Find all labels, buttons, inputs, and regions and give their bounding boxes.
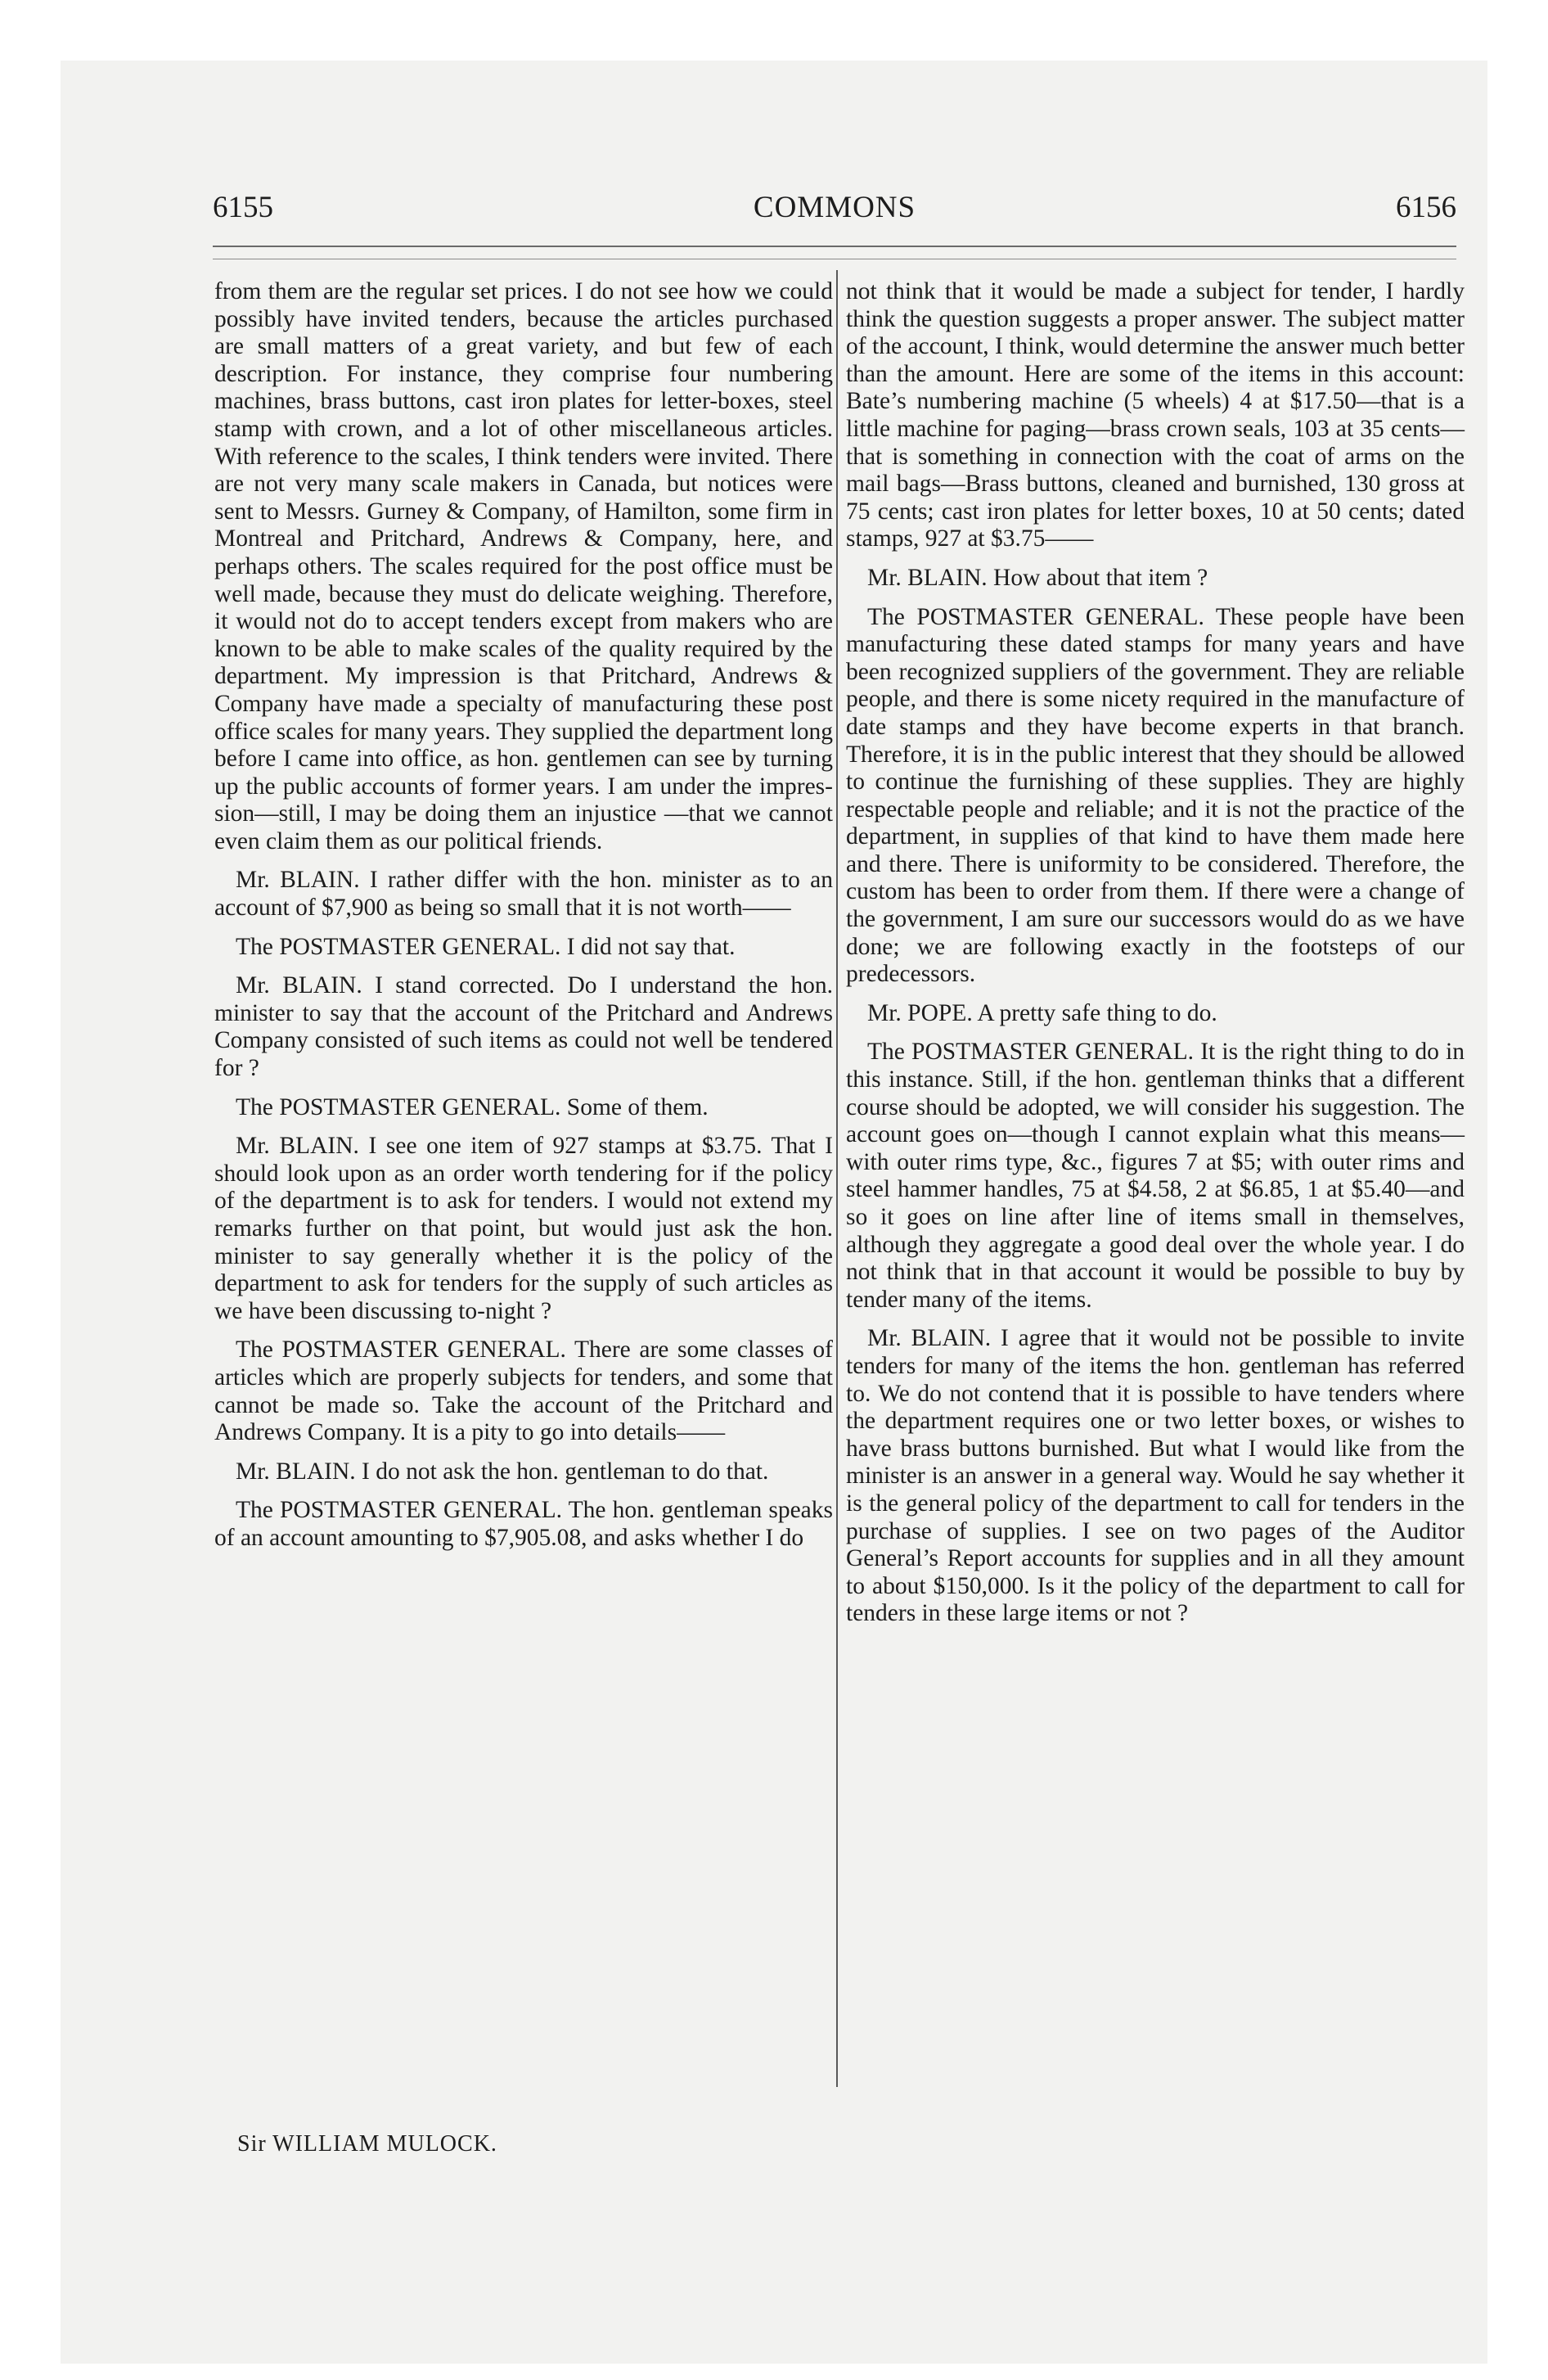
paragraph: The POSTMASTER GENERAL. There are some classes of articles which are properly subjects for tenders, and some that cannot be made so. Take the account of the Pritchard and Andrews Company. It is a pity to go into details—— — [214, 1336, 833, 1446]
paragraph: from them are the regular set prices. I do not see how we could possibly have invited tenders, because the articles purchased are small matters of a great variety, and but few of each description. For instance, they comprise four numbering machines, brass buttons, cast iron plates for letter-boxes, steel stamp with crown, and a lot of other miscellaneous articles. With reference to the scales, I think tenders were invited. There are not very many scale makers in Canada, but notices were sent to Messrs. Gurney & Company, of Hamilton, some firm in Montreal and Pritchard, Andrews & Company, here, and perhaps others. The scales required for the post office must be well made, because they must do delicate weighing. Therefore, it would not do to accept tenders except from makers who are known to be able to make scales of the quality required by the department. My impression is that Pritchard, Andrews & Company have made a specialty of manufacturing these post office scales for many years. They supplied the department long before I came into office, as hon. gentlemen can see by turning up the public accounts of former years. I am under the impression—still, I may be doing them an injustice —that we cannot even claim them as our political friends. — [214, 278, 833, 854]
right-column — [846, 278, 1465, 1639]
page-number-left: 6155 — [213, 191, 273, 224]
column-divider — [836, 270, 838, 2087]
paragraph: Mr. BLAIN. How about that item ? — [867, 564, 1208, 591]
paragraph: not think that it would be made a subject for tender, I hardly think the question suggests a proper answer. The subject matter of the account, I think, would determine the answer much better than the amount. Here are some of the items in this account: Bate’s numbering machine (5 wheels) 4 at $17.50—that is a little machine for paging—brass crown seals, 103 at 35 cents—that is something in connection with the coat of arms on the mail bags—Brass buttons, cleaned and burnished, 130 gross at 75 cents; cast iron plates for letter boxes, 10 at 50 cents; dated stamps, 927 at $3.75—— — [846, 278, 1465, 552]
page-footer-signature: Sir WILLIAM MULOCK. — [237, 2131, 497, 2157]
paragraph: Mr. BLAIN. I agree that it would not be possible to invite tenders for many of the items the hon. gentleman has referred to. We do not contend that it is possible to have tenders where the department requires one or two letter boxes, or wishes to have brass buttons burnished. But what I would like from the minister is an answer in a general way. Would he say whether it is the general policy of the department to call for tenders in the purchase of supplies. I see on two pages of the Auditor General’s Report accounts for supplies and in all they amount to about $150,000. Is it the policy of the department to call for tenders in these large items or not ? — [846, 1325, 1465, 1627]
paragraph: Mr. BLAIN. I rather differ with the hon. minister as to an account of $7,900 as being so small that it is not worth—— — [214, 867, 833, 922]
paragraph: The POSTMASTER GENERAL. Some of them. — [236, 1093, 709, 1120]
paragraph: The POSTMASTER GENERAL. These people have been manufacturing these dated stamps for many years and have been recognized suppliers of the government. They are reliable people, and there is some nicety required in the manufacture of date stamps and they have become experts in that branch. Therefore, it is in the public interest that they should be allowed to continue the furnishing of these supplies. They are highly respectable people and reliable; and it is not the practice of the department, in supplies of that kind to have them made here and there. There is uniformity to be considered. Therefore, the custom has been to order from them. If there were a change of the government, I am sure our successors would do as we have done; we are following exactly in the footsteps of our predecessors. — [846, 603, 1465, 988]
paragraph: The POSTMASTER GENERAL. I did not say that. — [236, 933, 736, 960]
header-rule — [213, 246, 1456, 247]
page-title: COMMONS — [753, 191, 916, 224]
paragraph: The POSTMASTER GENERAL. It is the right thing to do in this instance. Still, if the hon. gentleman thinks that a different course should be adopted, we will consider his suggestion. The account goes on—though I cannot explain what this means—with outer rims type, &c., figures 7 at $5; with outer rims and steel hammer handles, 75 at $4.58, 2 at $6.85, 1 at $5.40—and so it goes on line after line of items small in themselves, although they aggregate a good deal over the whole year. I do not think that in that account it would be possible to buy by tender many of the items. — [846, 1039, 1465, 1313]
paragraph: Mr. BLAIN. I do not ask the hon. gentleman to do that. — [236, 1458, 769, 1485]
page-header — [213, 190, 1456, 239]
paragraph: Mr. POPE. A pretty safe thing to do. — [867, 999, 1217, 1026]
page-number-right: 6156 — [1396, 191, 1456, 224]
paragraph: Mr. BLAIN. I stand corrected. Do I understand the hon. minister to say that the account of the Pritchard and Andrews Company consisted of such items as could not well be tendered for ? — [214, 972, 833, 1082]
paragraph: Mr. BLAIN. I see one item of 927 stamps at $3.75. That I should look upon as an order worth tendering for if the policy of the department is to ask for tenders. I would not extend my remarks further on that point, but would just ask the hon. minister to say generally whether it is the policy of the department to ask for tenders for the supply of such articles as we have been discussing to-night ? — [214, 1133, 833, 1324]
left-column — [214, 278, 833, 1564]
paragraph: The POSTMASTER GENERAL. The hon. gentleman speaks of an account amounting to $7,905.08, and asks whether I do — [214, 1497, 833, 1551]
